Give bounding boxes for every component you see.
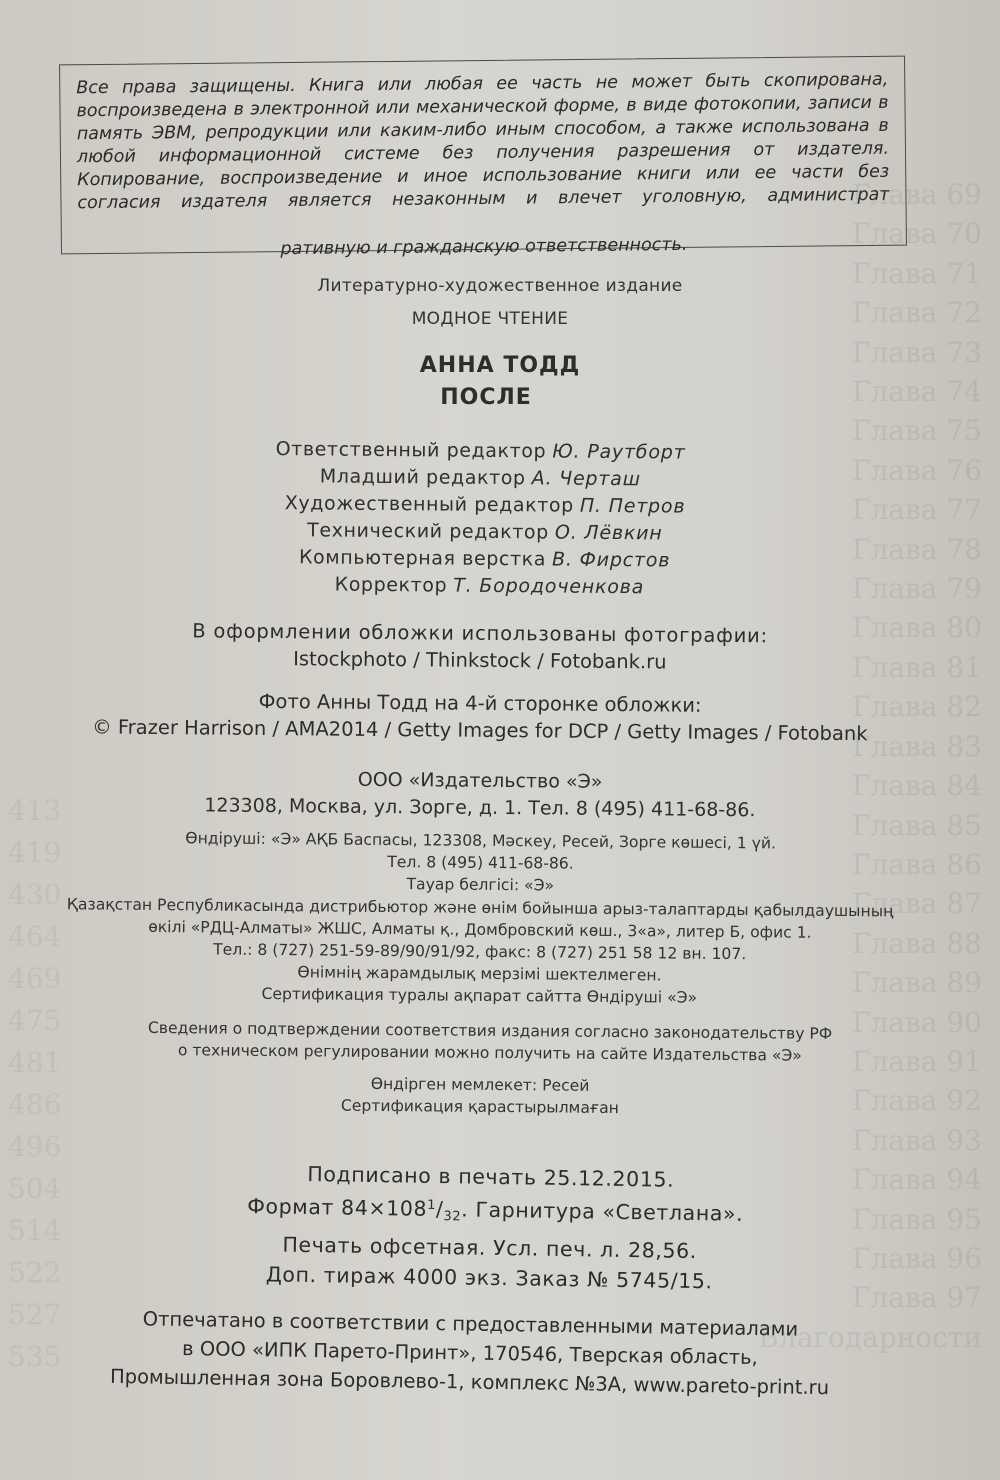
author-photo-credit: © Frazer Harrison / AMA2014 / Getty Images for DCP / Getty Images / Fotobank [92, 715, 868, 746]
kz-info-line: Тел.: 8 (727) 251-59-89/90/91/92, факс: 8 (727) 251 58 12 вн. 107. [213, 940, 747, 964]
origin-block [0, 1070, 1000, 1123]
credit-person: О. Лёвкин [554, 521, 663, 545]
rf-compliance-line: о техническом регулировании можно получить на сайте Издательства «Э» [177, 1041, 802, 1065]
rights-notice-last-line: ративную и гражданскую ответственность. [280, 234, 688, 260]
credit-role: Ответственный редактор [275, 438, 547, 463]
print-method: Печать офсетная. Усл. печ. л. 28,56. [282, 1232, 698, 1264]
publisher-address: 123308, Москва, ул. Зорге, д. 1. Тел. 8 (495) 411-68-86. [204, 794, 756, 822]
print-format: Формат $84\times 108^1/32$. Гарнитура «Светлана». [247, 1194, 744, 1226]
rights-notice-text: Все права защищены. Книга или любая ее часть не может быть скопирована, воспроизведена в электронной или механической форме, в виде фотокопии, записи в память ЭВМ, репродукции или каким-либо иным способом, а также использована в любой информационной системе без получения разрешения от издателя. Копирование, воспроизведение и иное использование книги или ее части без согласия издателя является незаконным и влечет уголовную, администрат [76, 69, 890, 214]
credit-role: Технический редактор [307, 519, 549, 544]
kz-info-line: Өндіруші: «Э» АҚБ Баспасы, 123308, Мәскеу, Ресей, Зорге көшесі, 1 үй. [185, 829, 777, 853]
printed-by-line: Промышленная зона Боровлево-1, комплекс №3А, www.pareto-print.ru [109, 1364, 830, 1400]
cover-photos-block [0, 616, 1000, 679]
typeface: . Гарнитура «Светлана». [461, 1197, 744, 1226]
kazakhstan-info-block [0, 826, 1000, 1012]
printed-by-line: Отпечатано в соответствии с предоставленными материалами [142, 1307, 799, 1341]
kz-info-line: Қазақстан Республикасында дистрибьютор және өнім бойынша арыз-талаптарды қабылдаушының [66, 894, 894, 921]
format-numerator: 1 [427, 1197, 437, 1213]
series-name: МОДНОЕ ЧТЕНИЕ [411, 309, 569, 329]
kz-info-line: Өнімнің жарамдылық мерзімі шектелмеген. [297, 963, 662, 985]
credit-role: Младший редактор [319, 465, 526, 490]
rf-compliance-line: Сведения о подтверждении соответствия издания согласно законодательству РФ [147, 1018, 833, 1043]
rights-notice-box [59, 56, 907, 260]
credit-person: А. Черташ [531, 467, 641, 491]
book-author: АННА ТОДД [419, 353, 581, 378]
cover-photos-heading: В оформлении обложки использованы фотографии: [192, 619, 769, 648]
cover-photos-sources: Istockphoto / Thinkstock / Fotobank.ru [293, 647, 667, 674]
print-run: Доп. тираж 4000 экз. Заказ № 5745/15. [265, 1262, 713, 1294]
credit-person: Ю. Раутборт [552, 440, 686, 464]
kz-info-line: Сертификация туралы ақпарат сайтта Өндіруші «Э» [261, 985, 698, 1008]
format-denominator: 32 [443, 1209, 462, 1225]
kz-info-line: өкілі «РДЦ-Алматы» ЖШС, Алматы қ., Домбровский көш., 3«а», литер Б, офис 1. [148, 917, 812, 942]
book-title: ПОСЛЕ [440, 385, 532, 410]
credit-person: Т. Бородоченкова [453, 574, 645, 599]
kz-info-line: Тауар белгісі: «Э» [406, 875, 555, 895]
edition-genre: Литературно-художественное издание [317, 276, 683, 296]
editorial-credits [0, 434, 1000, 605]
print-info-block [0, 1154, 1000, 1301]
print-signed: Подписано в печать 25.12.2015. [307, 1161, 675, 1192]
origin-certification: Сертификация қарастырылмаған [340, 1096, 619, 1118]
printed-by-line: в ООО «ИПК Парето-Принт», 170546, Тверская область, [181, 1337, 759, 1370]
show-through-text: Глава 69 Глава 70 Глава 71 Глава 72 Глава 73 Глава 74 Глава 75 Глава 76 Глава 77 Глава 78 Глава 79 Глава 80 Глава 81 Глава 82 Глава 83 Глава 84 Глава 85 Глава 86 Глава 87 Глава 88 Глава 89 Глава 90 Глава 91 Глава 92 Глава 93 Глава 94 Глава 95 Глава 96 Глава 97 Благодарности [758, 178, 982, 1354]
credit-person: В. Фирстов [551, 548, 671, 572]
show-through-page-numbers: 413 419 430 464 469 475 481 486 496 504 514 522 527 535 [8, 794, 62, 1373]
edition-block [0, 270, 1000, 336]
credit-person: П. Петров [579, 494, 686, 518]
origin-country: Өндірген мемлекет: Ресей [370, 1074, 590, 1095]
credit-role: Корректор [334, 573, 448, 597]
publisher-block [0, 764, 1000, 827]
book-title-block [0, 350, 1000, 414]
format-label: Формат 84×108 [247, 1194, 428, 1221]
credit-role: Компьютерная верстка [298, 546, 547, 571]
rf-compliance-block [0, 1016, 1000, 1069]
kz-info-line: Тел. 8 (495) 411-68-86. [387, 853, 574, 873]
author-photo-block [0, 686, 1000, 749]
printed-by-block [0, 1302, 1000, 1405]
author-photo-heading: Фото Анны Тодд на 4-й сторонке обложки: [258, 689, 702, 717]
publisher-name: ООО «Издательство «Э» [357, 768, 603, 793]
credit-role: Художественный редактор [284, 492, 574, 517]
